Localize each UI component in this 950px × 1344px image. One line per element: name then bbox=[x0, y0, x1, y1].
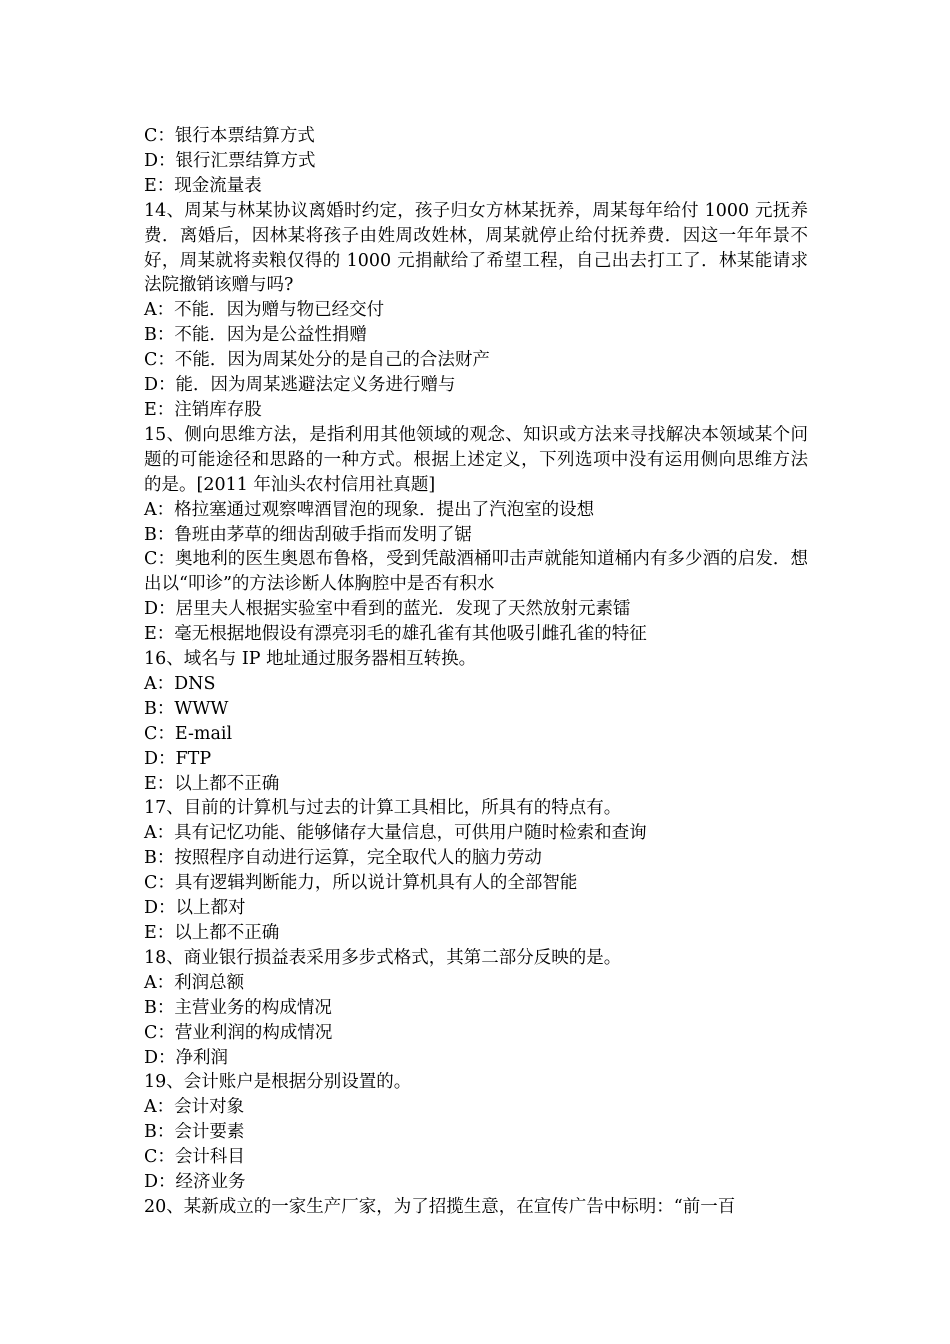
text-line: D：能．因为周某逃避法定义务进行赠与 bbox=[144, 375, 456, 396]
text-line: E：注销库存股 bbox=[144, 399, 262, 420]
text-line: C：会计科目 bbox=[144, 1147, 245, 1168]
question-paragraph: C：奥地利的医生奥恩布鲁格，受到凭敲酒桶叩击声就能知道桶内有多少酒的启发．想出以“叩诊”的方法诊断人体胸腔中是否有积水 bbox=[144, 549, 808, 595]
text-line: A：DNS bbox=[144, 673, 216, 694]
text-line: A：利润总额 bbox=[144, 972, 245, 993]
text-line: B：按照程序自动进行运算，完全取代人的脑力劳动 bbox=[144, 848, 542, 869]
text-line: A：不能．因为赠与物已经交付 bbox=[144, 300, 385, 321]
question-paragraph: 14、周某与林某协议离婚时约定，孩子归女方林某抚养，周某每年给付 1000 元抚养费．离婚后，因林某将孩子由姓周改姓林，周某就停止给付抚养费．因这一年年景不好，周某就将卖粮仅得的 1000 元捐献给了希望工程，自己出去打工了．林某能请求法院撤销该赠与吗? bbox=[144, 200, 808, 296]
text-line: C：银行本票结算方式 bbox=[144, 126, 315, 146]
text-line: D：经济业务 bbox=[144, 1172, 246, 1193]
text-line: D：FTP bbox=[144, 748, 212, 769]
text-line: B：会计要素 bbox=[144, 1122, 245, 1143]
text-line: 17、目前的计算机与过去的计算工具相比，所具有的特点有。 bbox=[144, 798, 622, 819]
text-line: 19、会计账户是根据分别设置的。 bbox=[144, 1072, 412, 1093]
text-line: B：WWW bbox=[144, 698, 229, 719]
text-line: D：居里夫人根据实验室中看到的蓝光．发现了天然放射元素镭 bbox=[144, 599, 631, 620]
document-page bbox=[144, 124, 808, 1220]
text-line: 18、商业银行损益表采用多步式格式，其第二部分反映的是。 bbox=[144, 947, 622, 968]
text-line: C：具有逻辑判断能力，所以说计算机具有人的全部智能 bbox=[144, 873, 578, 894]
text-line: E：现金流量表 bbox=[144, 175, 262, 196]
text-line: C：不能．因为周某处分的是自己的合法财产 bbox=[144, 350, 490, 371]
text-line: E：以上都不正确 bbox=[144, 923, 280, 943]
text-line: B：主营业务的构成情况 bbox=[144, 997, 332, 1018]
text-line: E：毫无根据地假设有漂亮羽毛的雄孔雀有其他吸引雌孔雀的特征 bbox=[144, 624, 647, 645]
text-line: A：会计对象 bbox=[144, 1097, 245, 1118]
text-line: B：不能．因为是公益性捐赠 bbox=[144, 325, 367, 346]
text-line: D：净利润 bbox=[144, 1047, 229, 1068]
text-line: 20、某新成立的一家生产厂家，为了招揽生意，在宣传广告中标明：“前一百 bbox=[144, 1196, 736, 1217]
text-line: E：以上都不正确 bbox=[144, 773, 280, 794]
text-line: C：营业利润的构成情况 bbox=[144, 1022, 333, 1043]
question-paragraph: 15、侧向思维方法，是指利用其他领域的观念、知识或方法来寻找解决本领域某个问题的可能途径和思路的一种方式。根据上述定义，下列选项中没有运用侧向思维方法的是。[2011 年汕头农村信用社真题] bbox=[144, 424, 808, 495]
text-line: A：具有记忆功能、能够储存大量信息，可供用户随时检索和查询 bbox=[144, 823, 647, 844]
text-line: D：银行汇票结算方式 bbox=[144, 150, 316, 171]
text-line: 16、域名与 IP 地址通过服务器相互转换。 bbox=[144, 649, 477, 670]
text-line: B：鲁班由茅草的细齿刮破手指而发明了锯 bbox=[144, 524, 472, 545]
text-line: A：格拉塞通过观察啤酒冒泡的现象．提出了汽泡室的设想 bbox=[144, 499, 595, 520]
text-line: C：E-mail bbox=[144, 723, 233, 744]
text-line: D：以上都对 bbox=[144, 898, 246, 919]
